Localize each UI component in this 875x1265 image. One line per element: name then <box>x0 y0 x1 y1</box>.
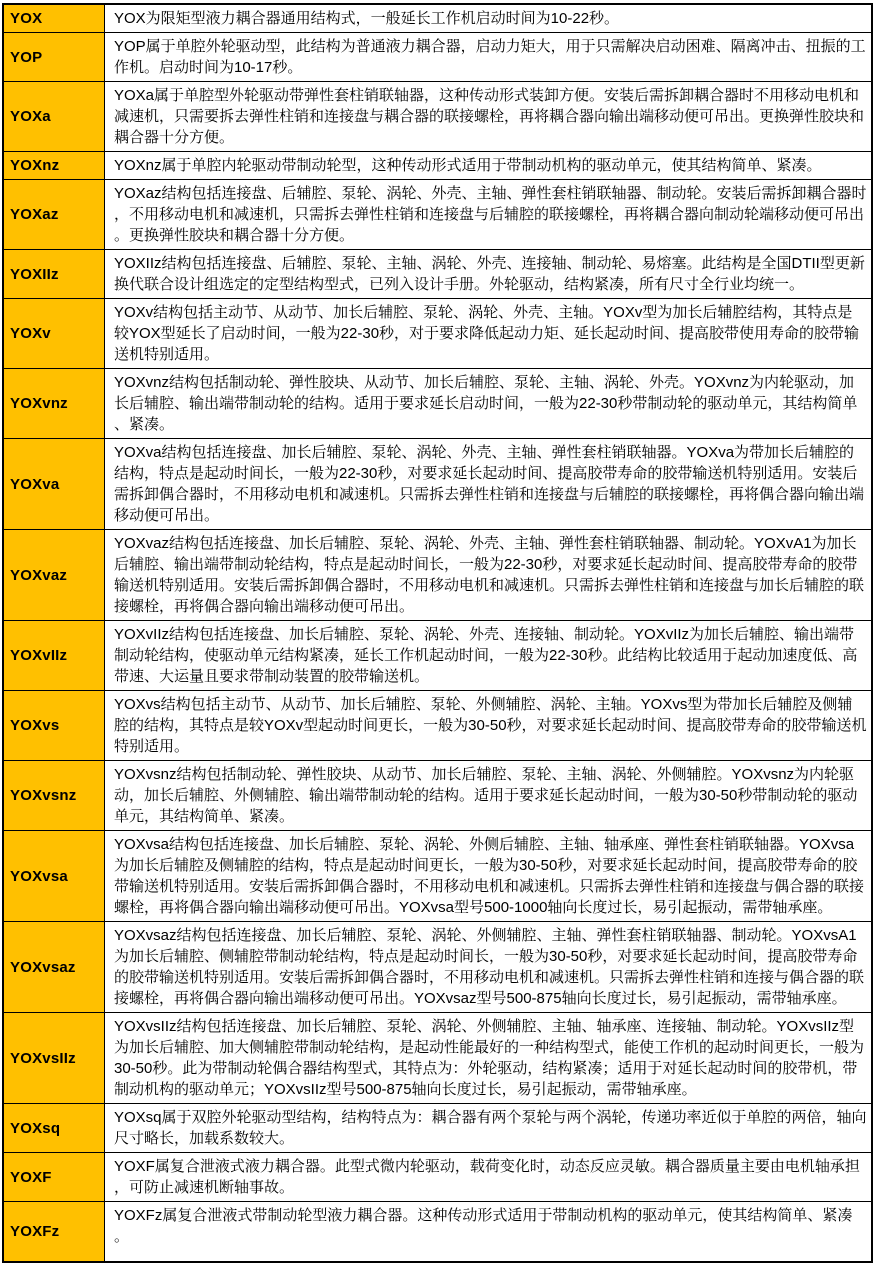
model-code-cell: YOXvIIz <box>3 621 105 691</box>
coupling-table-body <box>3 4 872 1262</box>
description-cell: YOXvsIIz结构包括连接盘、加长后辅腔、泵轮、涡轮、外侧辅腔、主轴、轴承座、连接轴、制动轮。YOXvsIIz型为加长后辅腔、加大侧辅腔带制动轮结构，是起动性能最好的一种结构型式，能使工作机的起动时间更长，一般为30-50秒。此为带制动轮偶合器结构型式，其特点为：外轮驱动，结构紧凑；适用于对延长起动时间的胶带机，带制动机构的驱动单元；YOXvsIIz型号500-875轴向长度过长，易引起振动，需带轴承座。 <box>105 1013 873 1104</box>
description-cell: YOXaz结构包括连接盘、后辅腔、泵轮、涡轮、外壳、主轴、弹性套柱销联轴器、制动轮。安装后需拆卸耦合器时，不用移动电机和减速机，只需拆去弹性柱销和连接盘与后辅腔的联接螺栓，再将耦合器向制动轮端移动便可吊出。更换弹性胶块和耦合器十分方便。 <box>105 180 873 250</box>
description-cell: YOP属于单腔外轮驱动型，此结构为普通液力耦合器，启动力矩大，用于只需解决启动困难、隔离冲击、扭振的工作机。启动时间为10-17秒。 <box>105 33 873 82</box>
model-code-cell: YOXvsIIz <box>3 1013 105 1104</box>
description-cell: YOXIIz结构包括连接盘、后辅腔、泵轮、主轴、涡轮、外壳、连接轴、制动轮、易熔塞。此结构是全国DTII型更新换代联合设计组选定的定型结构型式，已列入设计手册。外轮驱动，结构紧凑，所有尺寸全行业均统一。 <box>105 250 873 299</box>
model-code-cell: YOXvsa <box>3 831 105 922</box>
description-cell: YOX为限矩型液力耦合器通用结构式，一般延长工作机启动时间为10-22秒。 <box>105 4 873 33</box>
description-cell: YOXFz属复合泄液式带制动轮型液力耦合器。这种传动形式适用于带制动机构的驱动单元，使其结构简单、紧凑。 <box>105 1202 873 1263</box>
table-row <box>3 1104 872 1153</box>
description-cell: YOXvsaz结构包括连接盘、加长后辅腔、泵轮、涡轮、外侧辅腔、主轴、弹性套柱销联轴器、制动轮。YOXvsA1为加长后辅腔、侧辅腔带制动轮结构，特点是起动时间长，一般为30-50秒，对要求延长起动时间，提高胶带寿命的胶带输送机特别适用。安装后需拆卸偶合器时，不用移动电机和减速机。只需拆去弹性柱销和连接与偶合器的联接螺栓，再将偶合器向输出端移动便可吊出。YOXvsaz型号500-875轴向长度过长，易引起振动，需带轴承座。 <box>105 922 873 1013</box>
model-code-cell: YOXvaz <box>3 530 105 621</box>
table-row <box>3 922 872 1013</box>
description-cell: YOXva结构包括连接盘、加长后辅腔、泵轮、涡轮、外壳、主轴、弹性套柱销联轴器。YOXva为带加长后辅腔的结构，特点是起动时间长，一般为22-30秒，对要求延长起动时间、提高胶带寿命的胶带输送机特别适用。安装后需拆卸偶合器时，不用移动电机和减速机。只需拆去弹性柱销和连接盘与后辅腔的联接螺栓，再将偶合器向输出端移动便可吊出。 <box>105 439 873 530</box>
table-row <box>3 691 872 761</box>
model-code-cell: YOXvs <box>3 691 105 761</box>
description-cell: YOXvIIz结构包括连接盘、加长后辅腔、泵轮、涡轮、外壳、连接轴、制动轮。YOXvIIz为加长后辅腔、输出端带制动轮结构，使驱动单元结构紧凑，延长工作机起动时间，一般为22-30秒。此结构比较适用于起动加速度低、高带速、大运量且要求带制动装置的胶带输送机。 <box>105 621 873 691</box>
table-row <box>3 33 872 82</box>
model-code-cell: YOXa <box>3 82 105 152</box>
table-row <box>3 369 872 439</box>
model-code-cell: YOXFz <box>3 1202 105 1263</box>
model-code-cell: YOXvsaz <box>3 922 105 1013</box>
table-row <box>3 82 872 152</box>
description-cell: YOXvaz结构包括连接盘、加长后辅腔、泵轮、涡轮、外壳、主轴、弹性套柱销联轴器、制动轮。YOXvA1为加长后辅腔、输出端带制动轮结构，特点是起动时间长，一般为22-30秒，对要求延长起动时间、提高胶带寿命的胶带输送机特别适用。安装后需拆卸偶合器时，不用移动电机和减速机。只需拆去弹性柱销和连接盘与加长后辅腔的联接螺栓，再将偶合器向输出端移动便可吊出。 <box>105 530 873 621</box>
table-row <box>3 180 872 250</box>
table-row <box>3 831 872 922</box>
model-code-cell: YOXaz <box>3 180 105 250</box>
description-cell: YOXnz属于单腔内轮驱动带制动轮型，这种传动形式适用于带制动机构的驱动单元，使其结构简单、紧凑。 <box>105 152 873 180</box>
table-row <box>3 621 872 691</box>
model-code-cell: YOXsq <box>3 1104 105 1153</box>
table-row <box>3 761 872 831</box>
description-cell: YOXa属于单腔型外轮驱动带弹性套柱销联轴器，这种传动形式装卸方便。安装后需拆卸耦合器时不用移动电机和减速机，只需要拆去弹性柱销和连接盘与耦合器的联接螺栓，再将耦合器向输出端移动便可吊出。更换弹性胶块和耦合器十分方便。 <box>105 82 873 152</box>
table-row <box>3 4 872 33</box>
description-cell: YOXsq属于双腔外轮驱动型结构，结构特点为：耦合器有两个泵轮与两个涡轮，传递功率近似于单腔的两倍，轴向尺寸略长，加载系数较大。 <box>105 1104 873 1153</box>
description-cell: YOXvsa结构包括连接盘、加长后辅腔、泵轮、涡轮、外侧后辅腔、主轴、轴承座、弹性套柱销联轴器。YOXvsa为加长后辅腔及侧辅腔的结构，特点是起动时间更长，一般为30-50秒，对要求延长起动时间，提高胶带寿命的胶带输送机特别适用。安装后需拆卸偶合器时，不用移动电机和减速机。只需拆去弹性柱销和连接盘与偶合器的联接螺栓，再将偶合器向输出端移动便可吊出。YOXvsa型号500-1000轴向长度过长，易引起振动，需带轴承座。 <box>105 831 873 922</box>
table-row <box>3 439 872 530</box>
table-row <box>3 299 872 369</box>
coupling-structure-table <box>2 3 873 1263</box>
model-code-cell: YOX <box>3 4 105 33</box>
description-cell: YOXv结构包括主动节、从动节、加长后辅腔、泵轮、涡轮、外壳、主轴。YOXv型为加长后辅腔结构，其特点是较YOX型延长了启动时间，一般为22-30秒，对于要求降低起动力矩、延长起动时间、提高胶带使用寿命的胶带输送机特别适用。 <box>105 299 873 369</box>
model-code-cell: YOXv <box>3 299 105 369</box>
model-code-cell: YOXvnz <box>3 369 105 439</box>
description-cell: YOXvsnz结构包括制动轮、弹性胶块、从动节、加长后辅腔、泵轮、主轴、涡轮、外侧辅腔。YOXvsnz为内轮驱动，加长后辅腔、外侧辅腔、输出端带制动轮的结构。适用于要求延长起动时间，一般为30-50秒带制动轮的驱动单元，其结构简单、紧凑。 <box>105 761 873 831</box>
model-code-cell: YOXF <box>3 1153 105 1202</box>
table-row <box>3 1202 872 1263</box>
model-code-cell: YOXnz <box>3 152 105 180</box>
table-row <box>3 1013 872 1104</box>
model-code-cell: YOXvsnz <box>3 761 105 831</box>
model-code-cell: YOXva <box>3 439 105 530</box>
description-cell: YOXF属复合泄液式液力耦合器。此型式微内轮驱动，载荷变化时，动态反应灵敏。耦合器质量主要由电机轴承担，可防止减速机断轴事故。 <box>105 1153 873 1202</box>
model-code-cell: YOXIIz <box>3 250 105 299</box>
table-row <box>3 530 872 621</box>
table-row <box>3 152 872 180</box>
description-cell: YOXvs结构包括主动节、从动节、加长后辅腔、泵轮、外侧辅腔、涡轮、主轴。YOXvs型为带加长后辅腔及侧辅腔的结构，其特点是较YOXv型起动时间更长，一般为30-50秒，对要求延长起动时间、提高胶带寿命的胶带输送机特别适用。 <box>105 691 873 761</box>
description-cell: YOXvnz结构包括制动轮、弹性胶块、从动节、加长后辅腔、泵轮、主轴、涡轮、外壳。YOXvnz为内轮驱动，加长后辅腔、输出端带制动轮的结构。适用于要求延长启动时间，一般为22-30秒带制动轮的驱动单元，其结构简单、紧凑。 <box>105 369 873 439</box>
model-code-cell: YOP <box>3 33 105 82</box>
table-row <box>3 1153 872 1202</box>
table-row <box>3 250 872 299</box>
